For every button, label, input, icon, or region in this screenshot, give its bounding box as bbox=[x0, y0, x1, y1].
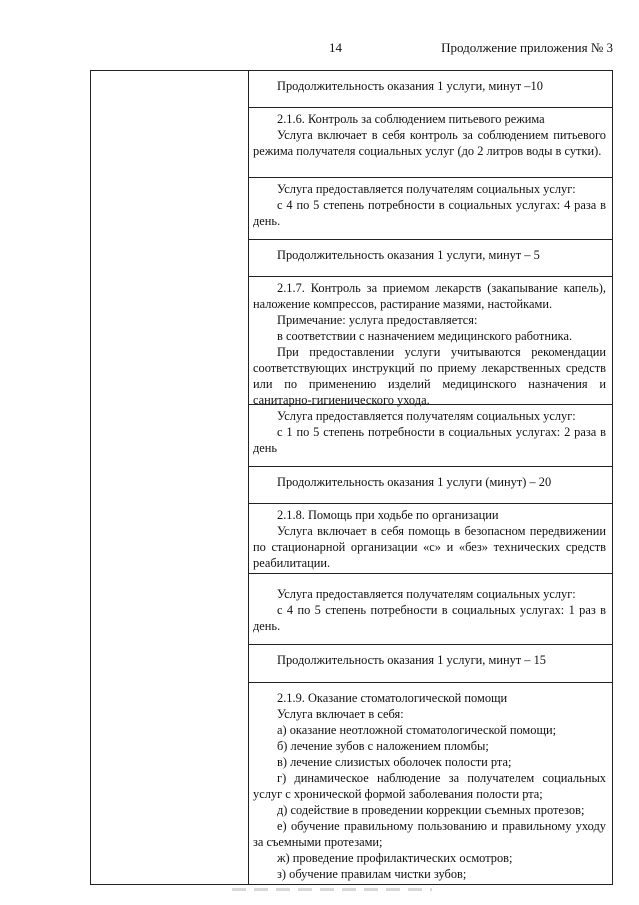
duration-text: Продолжительность оказания 1 услуги, минут – 15 bbox=[277, 653, 546, 667]
list-item: а) оказание неотложной стоматологической помощи; bbox=[277, 723, 557, 737]
frequency-text: с 1 по 5 степень потребности в социальных услугах: 2 раза в день bbox=[253, 425, 606, 455]
service-blocks bbox=[249, 71, 612, 884]
page-number: 14 bbox=[329, 40, 342, 55]
service-title: 2.1.8. Помощь при ходьбе по организации bbox=[277, 508, 499, 522]
left-empty-cell bbox=[91, 71, 249, 885]
recipients-text: Услуга предоставляется получателям социальных услуг: bbox=[277, 587, 576, 601]
recipients-block-2-1-6 bbox=[249, 177, 612, 239]
recipients-block-2-1-8 bbox=[249, 573, 612, 644]
list-item: б) лечение зубов с наложением пломбы; bbox=[277, 739, 489, 753]
duration-block-2-1-8 bbox=[249, 644, 612, 682]
list-item: е) обучение правильному пользованию и правильному уходу за съемными протезами; bbox=[253, 819, 606, 849]
service-2-1-8-block bbox=[249, 503, 612, 573]
recipients-text: Услуга предоставляется получателям социальных услуг: bbox=[277, 409, 576, 423]
service-title: 2.1.7. Контроль за приемом лекарств (закапывание капель), наложение компрессов, растирание мазями, настойками. bbox=[253, 281, 606, 311]
list-item: г) динамическое наблюдение за получателем социальных услуг с хронической формой заболевания полости рта; bbox=[253, 771, 606, 801]
list-item: в) лечение слизистых оболочек полости рта; bbox=[277, 755, 512, 769]
duration-text: Продолжительность оказания 1 услуги (минут) – 20 bbox=[277, 475, 552, 489]
service-2-1-6-block bbox=[249, 107, 612, 177]
duration-text: Продолжительность оказания 1 услуги, минут – 5 bbox=[277, 248, 540, 262]
recipients-text: Услуга предоставляется получателям социальных услуг: bbox=[277, 182, 576, 196]
duration-text: Продолжительность оказания 1 услуги, минут –10 bbox=[277, 79, 543, 93]
service-description: Услуга включает в себя контроль за соблюдением питьевого режима получателя социальных услуг (до 2 литров воды в сутки). bbox=[253, 128, 606, 158]
frequency-text: с 4 по 5 степень потребности в социальных услугах: 4 раза в день. bbox=[253, 198, 606, 228]
service-2-1-9-block bbox=[249, 682, 612, 884]
list-item: д) содействие в проведении коррекции съемных протезов; bbox=[277, 803, 585, 817]
service-2-1-7-block bbox=[249, 276, 612, 407]
services-table bbox=[90, 70, 613, 885]
service-title: 2.1.9. Оказание стоматологической помощи bbox=[277, 691, 508, 705]
service-note-label: Примечание: услуга предоставляется: bbox=[277, 313, 478, 327]
service-title: 2.1.6. Контроль за соблюдением питьевого режима bbox=[277, 112, 545, 126]
list-item: ж) проведение профилактических осмотров; bbox=[277, 851, 513, 865]
appendix-continuation-label: Продолжение приложения № 3 bbox=[441, 40, 613, 55]
services-description-cell bbox=[249, 71, 613, 885]
duration-block-2-1-7 bbox=[249, 466, 612, 503]
scan-artifact bbox=[232, 888, 432, 891]
service-note-text: в соответствии с назначением медицинского работника. bbox=[277, 329, 573, 343]
duration-block-2-1-5 bbox=[249, 71, 612, 107]
service-description: При предоставлении услуги учитываются рекомендации соответствующих инструкций по приему лекарственных средств или по применению изделий медицинского назначения и санитарно-гигиенического ухода. bbox=[253, 345, 606, 407]
list-item: з) обучение правилам чистки зубов; bbox=[277, 867, 467, 881]
frequency-text: с 4 по 5 степень потребности в социальных услугах: 1 раз в день. bbox=[253, 603, 606, 633]
recipients-block-2-1-7 bbox=[249, 404, 612, 466]
service-description: Услуга включает в себя помощь в безопасном передвижении по стационарной организации «с» и «без» технических средств реабилитации. bbox=[253, 524, 606, 570]
duration-block-2-1-6 bbox=[249, 239, 612, 276]
service-intro: Услуга включает в себя: bbox=[277, 707, 404, 721]
table-row bbox=[91, 71, 613, 885]
